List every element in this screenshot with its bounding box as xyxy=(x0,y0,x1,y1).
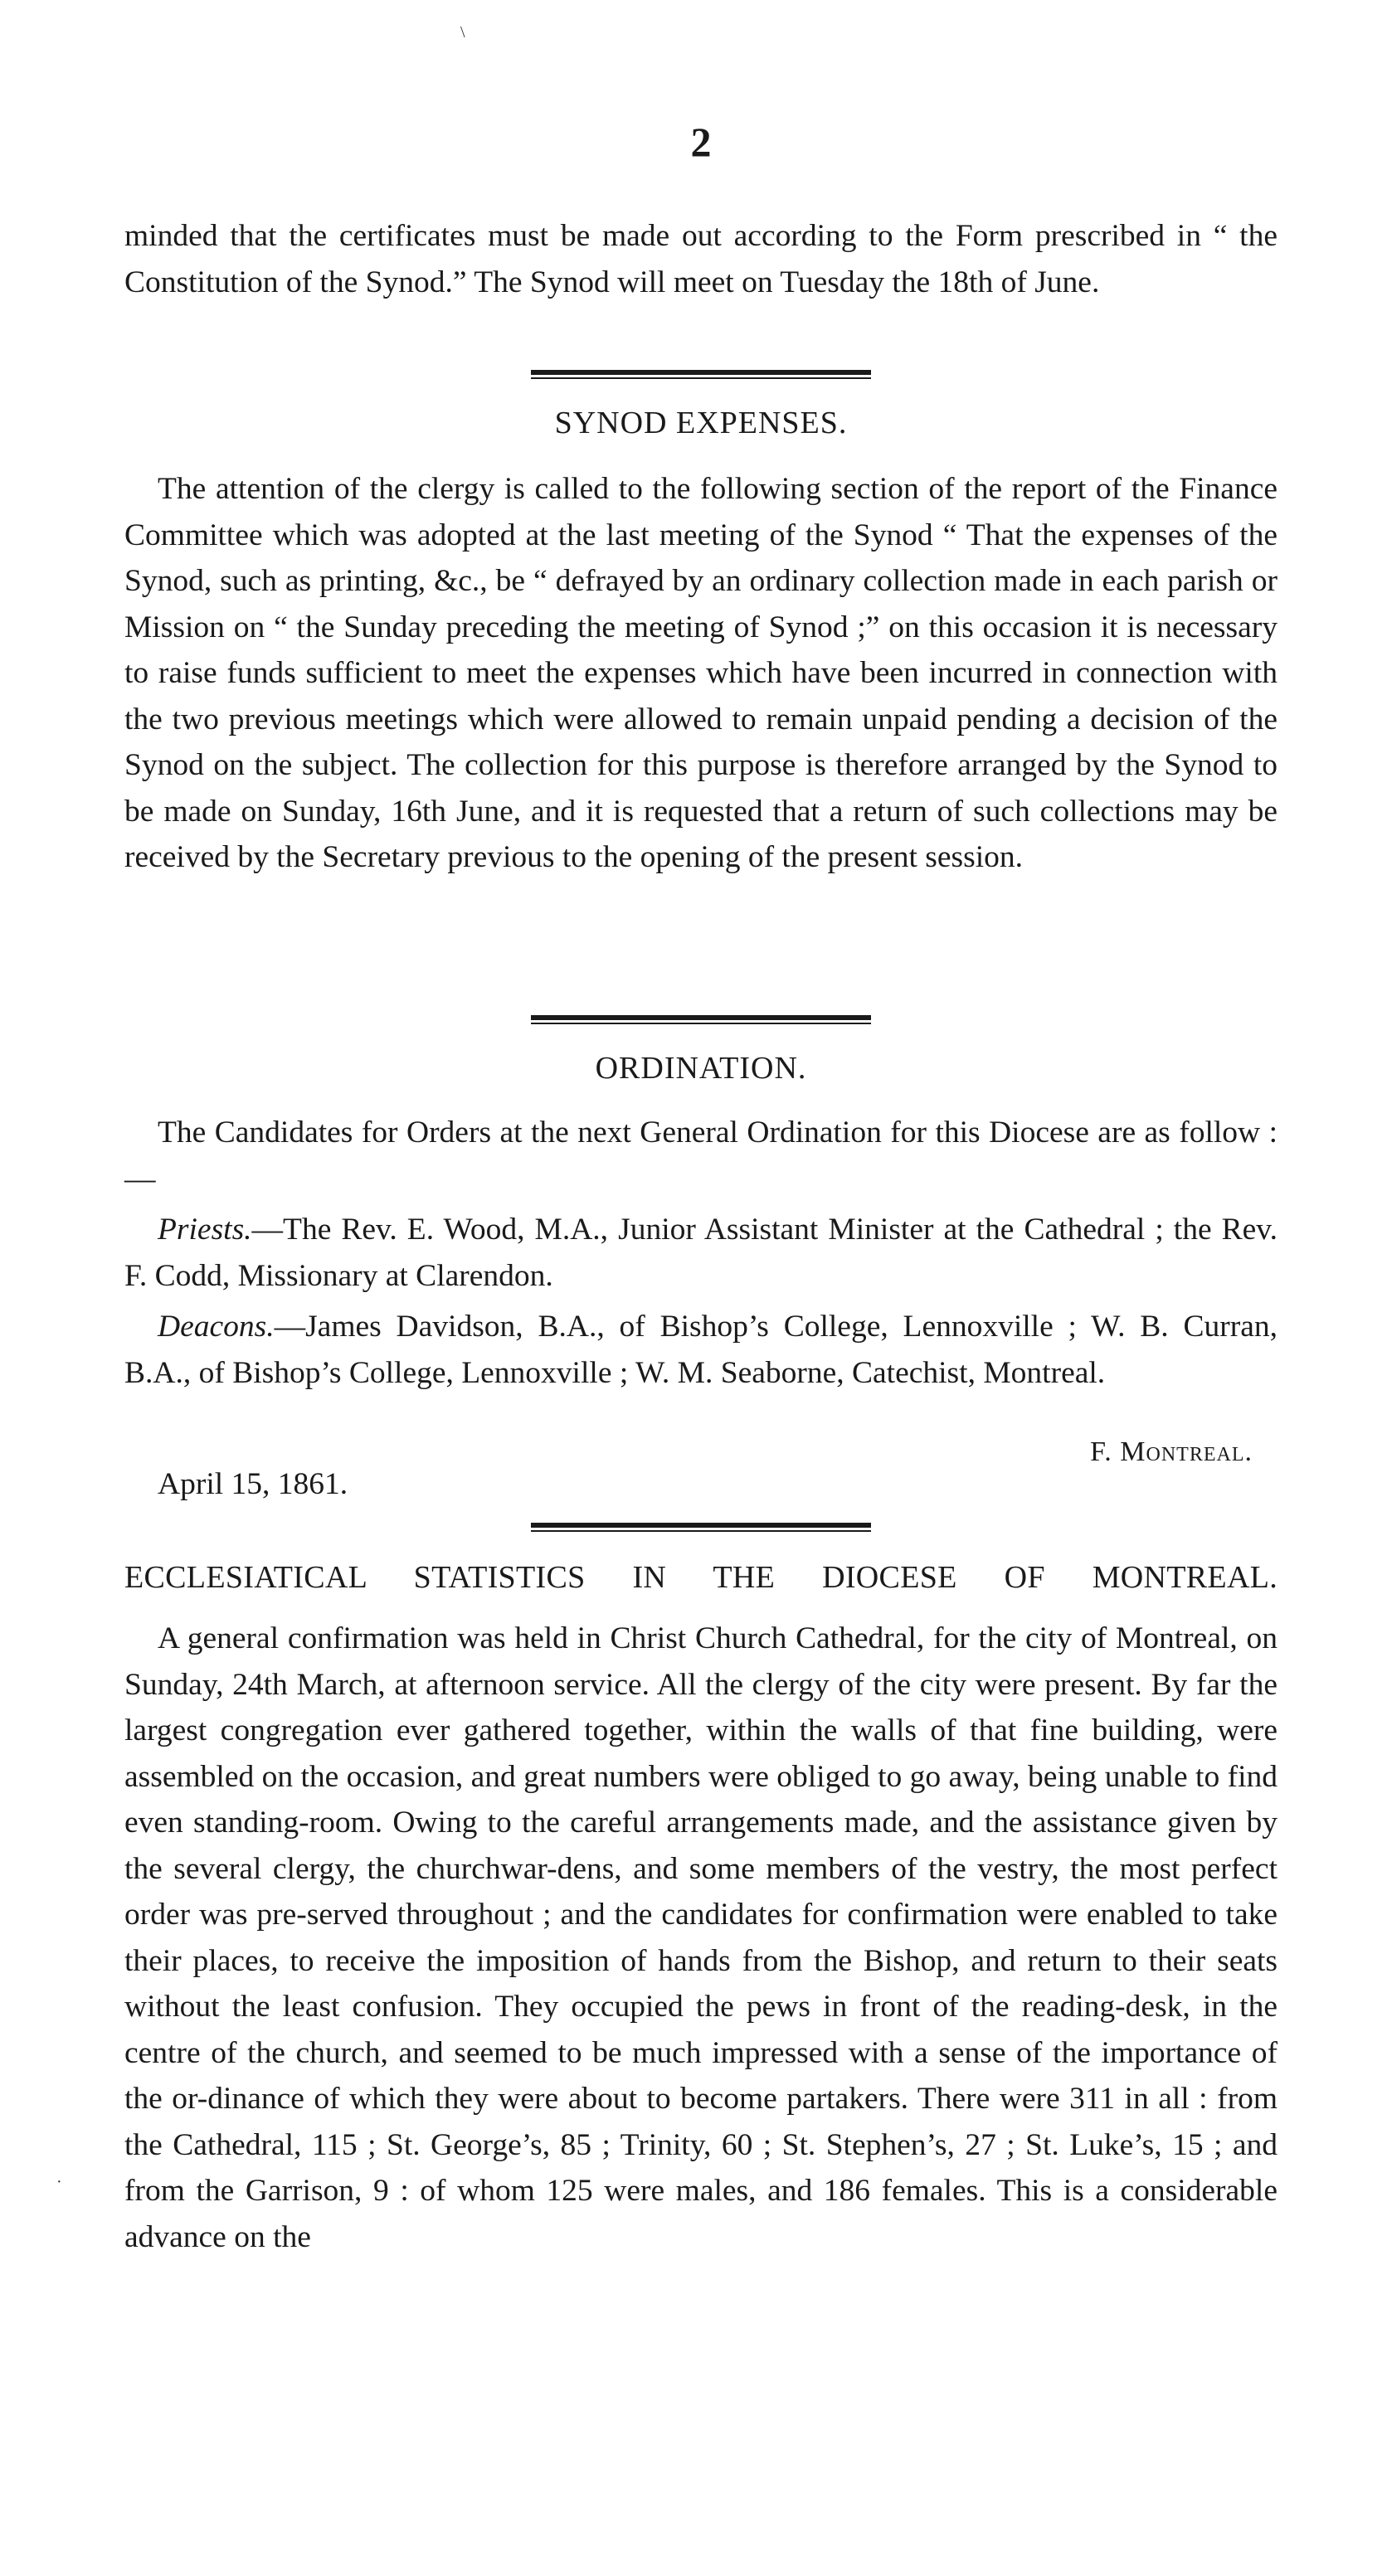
signature-name: Montreal. xyxy=(1120,1436,1253,1467)
deacons-text: —James Davidson, B.A., of Bishop’s College, Lennoxville ; W. B. Curran, B.A., of Bishop’s College, Lennoxville ; W. M. Seaborne, Catechist, Montreal. xyxy=(124,1310,1278,1390)
section-divider xyxy=(531,1015,871,1020)
priests-text: —The Rev. E. Wood, M.A., Junior Assistant Minister at the Cathedral ; the Rev. F. Codd, Missionary at Clarendon. xyxy=(124,1213,1278,1293)
synod-expenses-heading: SYNOD EXPENSES. xyxy=(554,406,848,440)
page-number: 2 xyxy=(690,119,712,165)
ordination-heading: ORDINATION. xyxy=(595,1051,807,1086)
ordination-deacons xyxy=(124,1304,1278,1396)
section-divider xyxy=(531,370,871,375)
scan-mark: \ xyxy=(460,23,465,41)
synod-expenses-paragraph: The attention of the clergy is called to the following section of the report of the Finance Committee which was adopted at the last meeting of the Synod “ That the expenses of the Synod, such as printing, &c., be “ defrayed by an ordinary collection made in each parish or Mission on “ the Sunday preceding the meeting of Synod ;” on this occasion it is necessary to raise funds sufficient to meet the expenses which have been incurred in connection with the two previous meetings which were allowed to remain unpaid pending a decision of the Synod on the subject. The collection for this purpose is therefore arranged by the Synod to be made on Sunday, 16th June, and it is requested that a return of such collections may be received by the Secretary previous to the opening of the present session. xyxy=(124,472,1278,874)
statistics-heading: ECCLESIATICAL STATISTICS IN THE DIOCESE OF MONTREAL. xyxy=(124,1560,1278,1595)
signature-initial: F. xyxy=(1090,1436,1121,1467)
scan-mark: · xyxy=(56,2173,62,2191)
intro-paragraph xyxy=(124,213,1278,305)
ordination-section xyxy=(124,1110,1278,1396)
statistics-paragraph: A general confirmation was held in Christ Church Cathedral, for the city of Montreal, on Sunday, 24th March, at afternoon service. All the clergy of the city were present. By far the largest congregation ever gathered together, within the walls of that fine building, were assembled on the occasion, and great numbers were obliged to go away, being unable to find even standing-room. Owing to the careful arrangements made, and the assistance given by the several clergy, the churchwar-dens, and some members of the vestry, the most perfect order was pre-served throughout ; and the candidates for confirmation were enabled to take their places, to receive the imposition of hands from the Bishop, and return to their seats without the least confusion. They occupied the pews in front of the reading-desk, in the centre of the church, and seemed to be much impressed with a sense of the importance of the or-dinance of which they were about to become partakers. There were 311 in all : from the Cathedral, 115 ; St. George’s, 85 ; Trinity, 60 ; St. Stephen’s, 27 ; St. Luke’s, 15 ; and from the Garrison, 9 : of whom 125 were males, and 186 females. This is a considerable advance on the xyxy=(124,1621,1278,2254)
intro-text: minded that the certificates must be made out according to the Form prescribed in “ the Constitution of the Synod.” The Synod will meet on Tuesday the 18th of June. xyxy=(124,219,1278,299)
ordination-intro: The Candidates for Orders at the next General Ordination for this Diocese are as follow :— xyxy=(124,1115,1278,1196)
deacons-label: Deacons. xyxy=(158,1310,275,1344)
priests-label: Priests. xyxy=(158,1213,252,1247)
letter-date: April 15, 1861. xyxy=(158,1467,348,1501)
section-divider xyxy=(531,1523,871,1528)
ordination-priests xyxy=(124,1207,1278,1299)
signature xyxy=(1090,1436,1253,1468)
statistics-section xyxy=(124,1616,1278,2260)
synod-expenses-section xyxy=(124,466,1278,881)
